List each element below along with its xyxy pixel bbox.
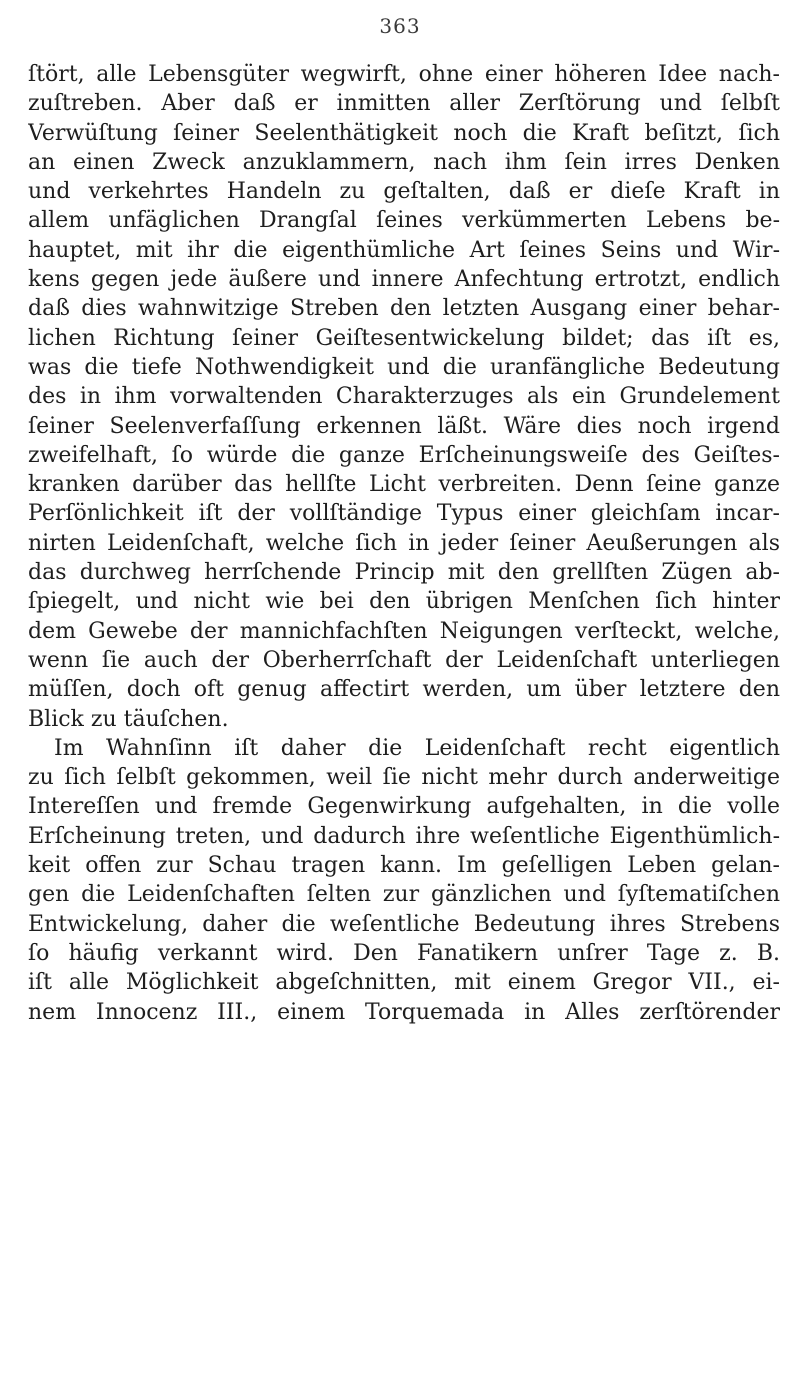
text-line: gen die Leidenſchaften ſelten zur gänzlichen und ſyſtematiſchen <box>28 882 780 908</box>
text-line: dem Gewebe der mannichfachſten Neigungen verſteckt, welche, <box>28 618 780 644</box>
text-line: Verwüſtung ſeiner Seelenthätigkeit noch die Kraft beſitzt, ſich <box>28 120 780 146</box>
text-line: und verkehrtes Handeln zu geſtalten, daß er dieſe Kraft in <box>28 179 780 205</box>
text-line: Im Wahnſinn iſt daher die Leidenſchaft recht eigentlich <box>54 735 780 761</box>
text-line: Blick zu täuſchen. <box>28 706 229 732</box>
text-line: Perſönlichkeit iſt der vollſtändige Typus einer gleichſam incar- <box>28 501 780 527</box>
text-line: ſpiegelt, und nicht wie bei den übrigen Menſchen ſich hinter <box>28 589 780 615</box>
text-line: hauptet, mit ihr die eigenthümliche Art ſeines Seins und Wir- <box>28 237 780 263</box>
page-number: 363 <box>379 14 421 38</box>
text-line: daß dies wahnwitzige Streben den letzten Ausgang einer behar- <box>28 296 780 322</box>
text-line: was die tiefe Nothwendigkeit und die uranfängliche Bedeutung <box>28 354 780 380</box>
text-line: allem unfäglichen Drangſal ſeines verkümmerten Lebens be- <box>28 208 780 234</box>
text-line: zweifelhaft, ſo würde die ganze Erſcheinungsweiſe des Geiſtes- <box>28 442 780 468</box>
text-line: des in ihm vorwaltenden Charakterzuges als ein Grundelement <box>28 384 780 410</box>
text-line: Intereſſen und fremde Gegenwirkung aufgehalten, in die volle <box>28 794 780 820</box>
text-line: iſt alle Möglichkeit abgeſchnitten, mit einem Gregor VII., ei- <box>28 970 780 996</box>
body-text <box>28 60 780 1027</box>
text-line: ſeiner Seelenverfaſſung erkennen läßt. Wäre dies noch irgend <box>28 413 780 439</box>
text-line: müſſen, doch oft genug affectirt werden, um über letztere den <box>28 677 780 703</box>
text-line: zu ſich ſelbſt gekommen, weil ſie nicht mehr durch anderweitige <box>28 765 780 791</box>
text-line: an einen Zweck anzuklammern, nach ihm ſein irres Denken <box>28 149 780 175</box>
text-line: Entwickelung, daher die weſentliche Bedeutung ihres Strebens <box>28 911 780 937</box>
text-line: kens gegen jede äußere und innere Anfechtung ertrotzt, endlich <box>28 267 780 293</box>
text-line: kranken darüber das hellſte Licht verbreiten. Denn ſeine ganze <box>28 472 780 498</box>
text-line: wenn ſie auch der Oberherrſchaft der Leidenſchaft unterliegen <box>28 647 780 673</box>
text-line: lichen Richtung ſeiner Geiſtesentwickelung bildet; das iſt es, <box>28 325 780 351</box>
text-line: ſo häufig verkannt wird. Den Fanatikern unſrer Tage z. B. <box>28 940 780 966</box>
text-line: das durchweg herrſchende Princip mit den grellſten Zügen ab- <box>28 560 780 586</box>
text-line: nem Innocenz III., einem Torquemada in Alles zerſtörender <box>28 999 780 1025</box>
text-line: ſtört, alle Lebensgüter wegwirft, ohne einer höheren Idee nach- <box>28 62 780 87</box>
text-line: nirten Leidenſchaft, welche ſich in jeder ſeiner Aeußerungen als <box>28 530 780 556</box>
text-line: zuſtreben. Aber daß er inmitten aller Zerſtörung und ſelbſt <box>28 91 780 117</box>
text-line: keit offen zur Schau tragen kann. Im geſelligen Leben gelan- <box>28 853 780 879</box>
text-line: Erſcheinung treten, und dadurch ihre weſentliche Eigenthümlich- <box>28 823 780 849</box>
